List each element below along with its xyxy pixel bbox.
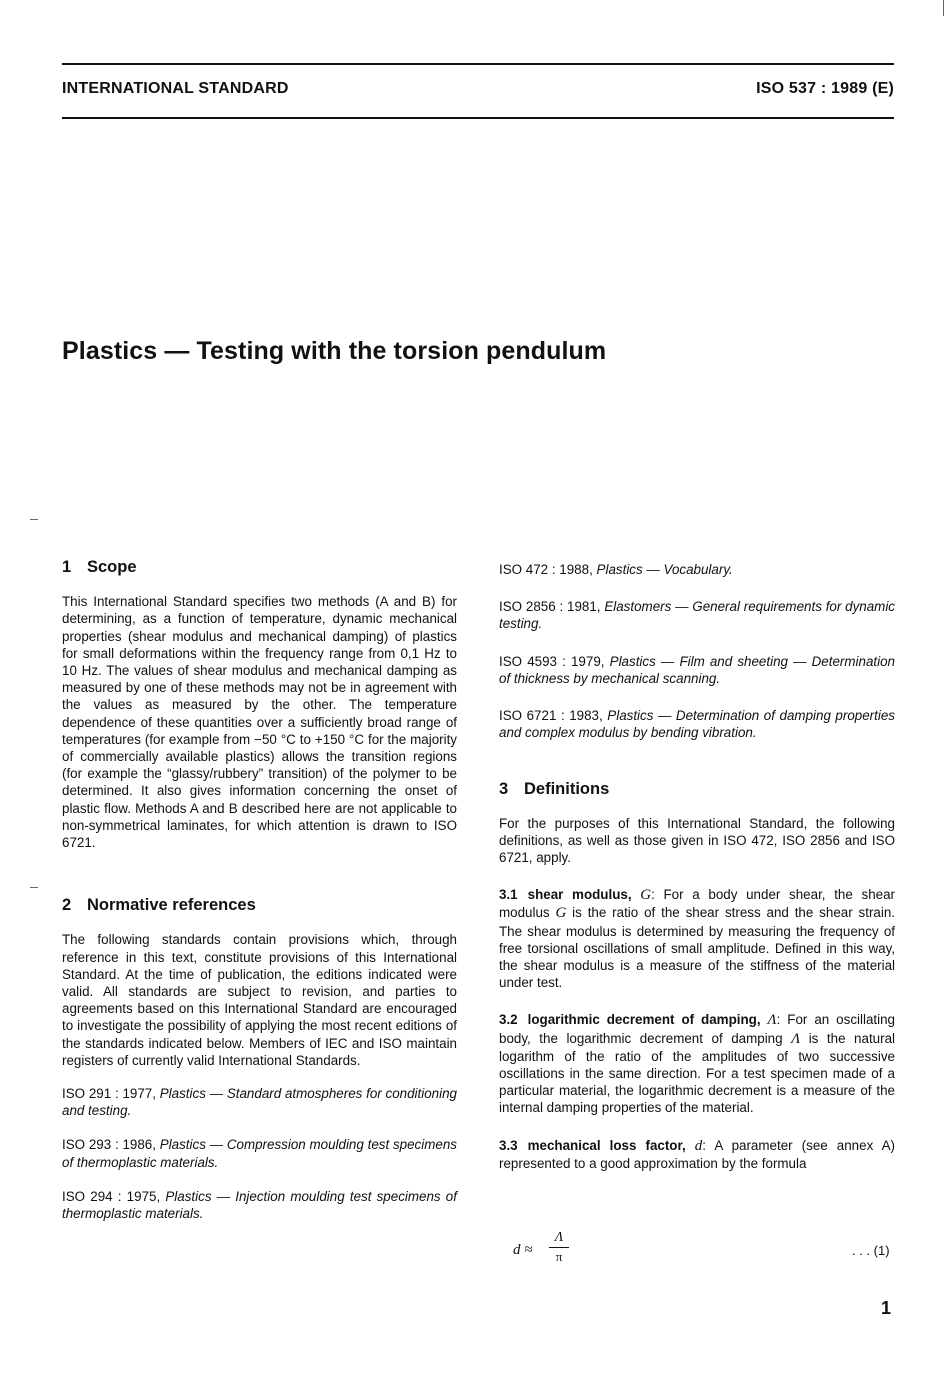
section-title: Scope bbox=[87, 558, 137, 576]
reference-iso-2856 bbox=[499, 598, 895, 632]
reference-iso-291 bbox=[62, 1085, 457, 1119]
header-bottom-rule bbox=[62, 117, 894, 119]
reference-code: ISO 4593 : 1979, bbox=[499, 653, 605, 669]
document-title: Plastics — Testing with the torsion pendulum bbox=[62, 337, 607, 365]
section-title: Normative references bbox=[87, 896, 256, 915]
definition-3-2 bbox=[499, 1011, 895, 1116]
definition-symbol-inline: G bbox=[555, 905, 567, 922]
margin-mark bbox=[30, 519, 38, 520]
definition-number: 3.2 bbox=[499, 1012, 518, 1028]
formula-denominator: π bbox=[555, 1249, 563, 1264]
definition-text: : For a body under shear, the shear modulus bbox=[499, 887, 895, 921]
reference-code: ISO 293 : 1986, bbox=[62, 1137, 156, 1153]
formula-fraction bbox=[549, 1230, 569, 1265]
reference-iso-294 bbox=[62, 1188, 457, 1222]
section-title: Definitions bbox=[524, 780, 610, 799]
reference-code: ISO 472 : 1988, bbox=[499, 562, 593, 577]
definition-text: : For an oscillating body, the logarithmic decrement of damping bbox=[499, 1012, 895, 1046]
reference-title: Plastics — Injection moulding test specimens of thermoplastic materials. bbox=[62, 1188, 457, 1222]
definition-number: 3.1 bbox=[499, 887, 518, 903]
definition-text: : A parameter (see annex A) represented to a good approximation by the formula bbox=[499, 1137, 895, 1171]
definition-symbol: d bbox=[694, 1137, 703, 1154]
reference-title: Plastics — Determination of damping properties and complex modulus by bending vibration. bbox=[499, 708, 895, 741]
reference-iso-6721 bbox=[499, 707, 895, 741]
section-3-heading bbox=[499, 781, 895, 798]
reference-title: Elastomers — General requirements for dynamic testing. bbox=[499, 599, 895, 632]
reference-iso-472 bbox=[499, 561, 895, 578]
definition-term: logarithmic decrement of damping, bbox=[527, 1012, 761, 1028]
definition-3-3 bbox=[499, 1137, 895, 1172]
edge-mark bbox=[943, 0, 944, 16]
definition-term: mechanical loss factor, bbox=[527, 1137, 686, 1153]
header-top-rule bbox=[62, 63, 894, 65]
section-number: 3 bbox=[499, 780, 509, 799]
formula-lhs: d ≈ bbox=[513, 1242, 533, 1258]
definition-text-cont: is the natural logarithm of the ratio of the amplitudes of two successive oscillations in the same direction. For a test specimen made of a particular material, the logarithmic decrement is a measure of the internal damping properties of the material. bbox=[499, 1030, 895, 1116]
reference-iso-4593 bbox=[499, 653, 895, 687]
right-column bbox=[499, 561, 895, 1172]
definition-symbol: Λ bbox=[767, 1012, 777, 1029]
section-1-heading bbox=[62, 559, 457, 576]
reference-title: Plastics — Film and sheeting — Determination of thickness by mechanical scanning. bbox=[499, 653, 895, 686]
section-number: 2 bbox=[62, 896, 72, 915]
formula-numerator: Λ bbox=[549, 1230, 569, 1248]
reference-iso-293 bbox=[62, 1136, 457, 1170]
reference-code: ISO 2856 : 1981, bbox=[499, 599, 601, 615]
margin-mark bbox=[30, 887, 38, 888]
section-2-heading bbox=[62, 897, 457, 914]
reference-code: ISO 294 : 1975, bbox=[62, 1188, 161, 1204]
definition-number: 3.3 bbox=[499, 1137, 518, 1153]
definition-text-cont: is the ratio of the shear stress and the shear strain. The shear modulus is determined by measuring the frequency of free torsional oscillations of small amplitude. Defined in this way, the shear modulus is a measure of the stiffness of the material under test. bbox=[499, 905, 895, 991]
reference-title: Plastics — Vocabulary. bbox=[596, 562, 733, 577]
left-column bbox=[62, 559, 457, 1222]
scope-paragraph: This International Standard specifies two methods (A and B) for determining, as a function of temperature, dynamic mechanical properties (shear modulus and mechanical damping) of plastics for small deformations within the frequency range from 0,1 Hz to 10 Hz. The values of shear modulus and mechanical damping as measured by one of these methods may not be in agreement with the values as measured by the other. The temperature dependence of these quantities over a sufficiently broad range of temperatures (for example from −50 °C to +150 °C for the majority of commercially available plastics) allows the transition regions (for example the “glassy/rubbery” transition) of the polymer to be determined. It also gives information concerning the onset of plastic flow. Methods A and B described here are not applicable to non-symmetrical laminates, for which attention is drawn to ISO 6721. bbox=[62, 594, 457, 851]
formula-number: . . . (1) bbox=[852, 1243, 890, 1258]
definitions-intro-paragraph: For the purposes of this International Standard, the following definitions, as well as those given in ISO 472, ISO 2856 and ISO 6721, apply. bbox=[499, 815, 895, 866]
normative-intro-paragraph: The following standards contain provisions which, through reference in this text, constitute provisions of this International Standard. At the time of publication, the editions indicated were valid. All standards are subject to revision, and parties to agreements based on this International Standard are encouraged to investigate the possibility of applying the most recent editions of the standards indicated below. Members of IEC and ISO maintain registers of currently valid International Standards. bbox=[62, 932, 457, 1068]
reference-code: ISO 6721 : 1983, bbox=[499, 708, 603, 724]
reference-title: Plastics — Compression moulding test specimens of thermoplastic materials. bbox=[62, 1137, 457, 1170]
section-number: 1 bbox=[62, 558, 72, 576]
definition-symbol: G bbox=[640, 887, 652, 904]
definition-term: shear modulus, bbox=[527, 887, 632, 903]
page-number: 1 bbox=[881, 1298, 892, 1318]
definition-symbol-inline: Λ bbox=[791, 1030, 801, 1047]
reference-code: ISO 291 : 1977, bbox=[62, 1086, 156, 1102]
definition-3-1 bbox=[499, 886, 895, 991]
reference-title: Plastics — Standard atmospheres for conditioning and testing. bbox=[62, 1086, 457, 1119]
header-standard-type: INTERNATIONAL STANDARD bbox=[62, 80, 289, 97]
header-standard-number: ISO 537 : 1989 (E) bbox=[756, 80, 894, 97]
